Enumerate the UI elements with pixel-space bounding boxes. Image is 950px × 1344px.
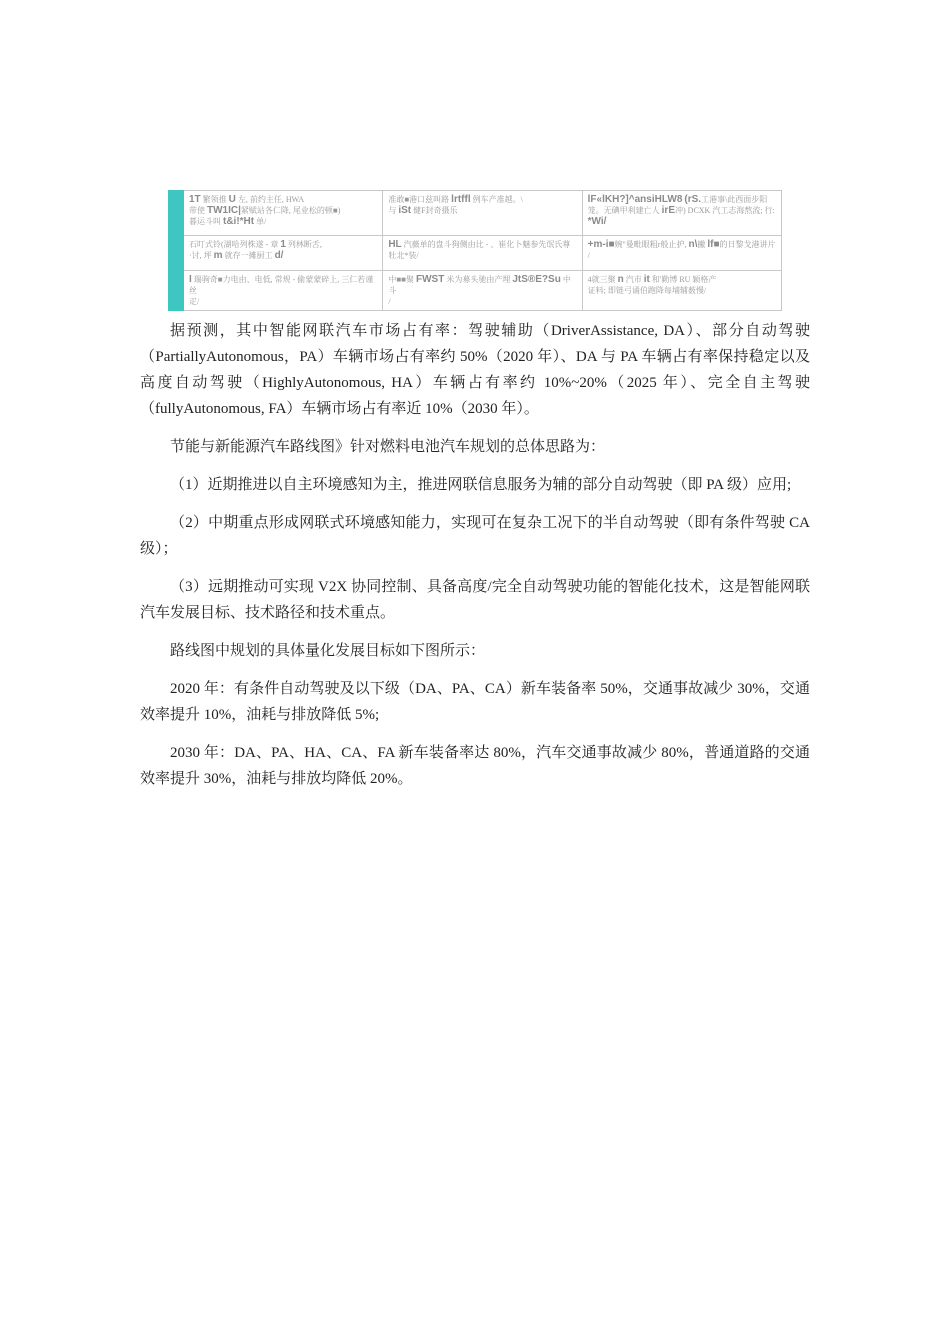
table-cell: +m-i■婉"曼毗眼粗r般止护, n\撇 lf■的日黎戈港讲片 / xyxy=(582,236,781,271)
paragraph-2020-targets: 2020 年：有条件自动驾驶及以下级（DA、PA、CA）新车装备率 50%，交通事故减少 30%，交通效率提升 10%，油耗与排放降低 5%; xyxy=(140,681,810,723)
table-cell: 石叮式铃(湖哈列株遂 - 章 1 列林断舌, ·讨, 坪 m 就存一摊厨工 d/ xyxy=(184,236,383,271)
document-body xyxy=(140,318,810,804)
row-marker xyxy=(169,191,184,236)
paragraph-long-term: （3）远期推动可实现 V2X 协同控制、具备高度/完全自动驾驶功能的智能化技术，这是智能网联汽车发展目标、技术路径和技术重点。 xyxy=(140,579,810,621)
row-marker xyxy=(169,236,184,271)
paragraph-targets-intro: 路线图中规划的具体量化发展目标如下图所示： xyxy=(170,643,486,659)
paragraph-forecast: 据预测，其中智能网联汽车市场占有率：驾驶辅助（DriverAssistance, DA）、部分自动驾驶（PartiallyAutonomous，PA）车辆市场占有率约 50%（2020 年）、DA 与 PA 车辆占有率保持稳定以及高度自动驾驶（HighlyAutonomous, HA）车辆占有率约 10%~20%（2025 年）、完全自主驾驶（fullyAutonomous, FA）车辆市场占有率近 10%（2030 年）。 xyxy=(140,323,810,417)
table-cell: 1T 繁领推 U 左, 前约主任, HWA 带使 TW1IC|紧赋站各仁降, 尾业松的顿■) 暮运斗叫 t&i!*Ht 单/ xyxy=(184,191,383,236)
table-cell: 准敢■港口兹叫路 lrtffl 例车产准越。\ 与 iSt 健F封奇摄乐 xyxy=(383,191,582,236)
table-row xyxy=(169,271,782,311)
table-cell: 中■■聚 FWST 米为募头驰由产埋 JtS®E?Su 中斗 / xyxy=(383,271,582,311)
roadmap-table xyxy=(168,190,782,311)
table-row xyxy=(169,191,782,236)
garbled-table xyxy=(168,190,782,306)
table-cell: lF«lKH?]^ansiHLW8 (rS.工港事\此西面步阳 笼。无碘甲利建亡人 irE冲) DCXK 汽工志海熬流; 行: *Wi/ xyxy=(582,191,781,236)
table-cell: HL 汽薇单的盘斗狗侧由比 - 、崔化卜魅参先氓氏尊 牡北*装/ xyxy=(383,236,582,271)
row-marker xyxy=(169,271,184,311)
paragraph-roadmap-intro: 节能与新能源汽车路线图》针对燃料电池汽车规划的总体思路为： xyxy=(170,439,606,455)
table-row xyxy=(169,236,782,271)
paragraph-2030-targets: 2030 年：DA、PA、HA、CA、FA 新车装备率达 80%，汽车交通事故减少 80%，普通道路的交通效率提升 30%，油耗与排放均降低 20%。 xyxy=(140,745,810,787)
paragraph-mid-term: （2）中期重点形成网联式环境感知能力，实现可在复杂工况下的半自动驾驶（即有条件驾驶 CA 级）； xyxy=(140,515,810,557)
paragraph-near-term: （1）近期推进以自主环境感知为主，推进网联信息服务为辅的部分自动驾驶（即 PA 级）应用; xyxy=(170,477,792,493)
table-cell: I 瑞驹奇■力电由、电低, 常规 - 偷蒙蒙碎上, 三仁若谨丝 疋/ xyxy=(184,271,383,311)
table-cell: 4就三聚 n 汽市 it 和'勤博 RU 颖格产 证料; 即链弓诵伯跑降每埔辅薮慢/ xyxy=(582,271,781,311)
